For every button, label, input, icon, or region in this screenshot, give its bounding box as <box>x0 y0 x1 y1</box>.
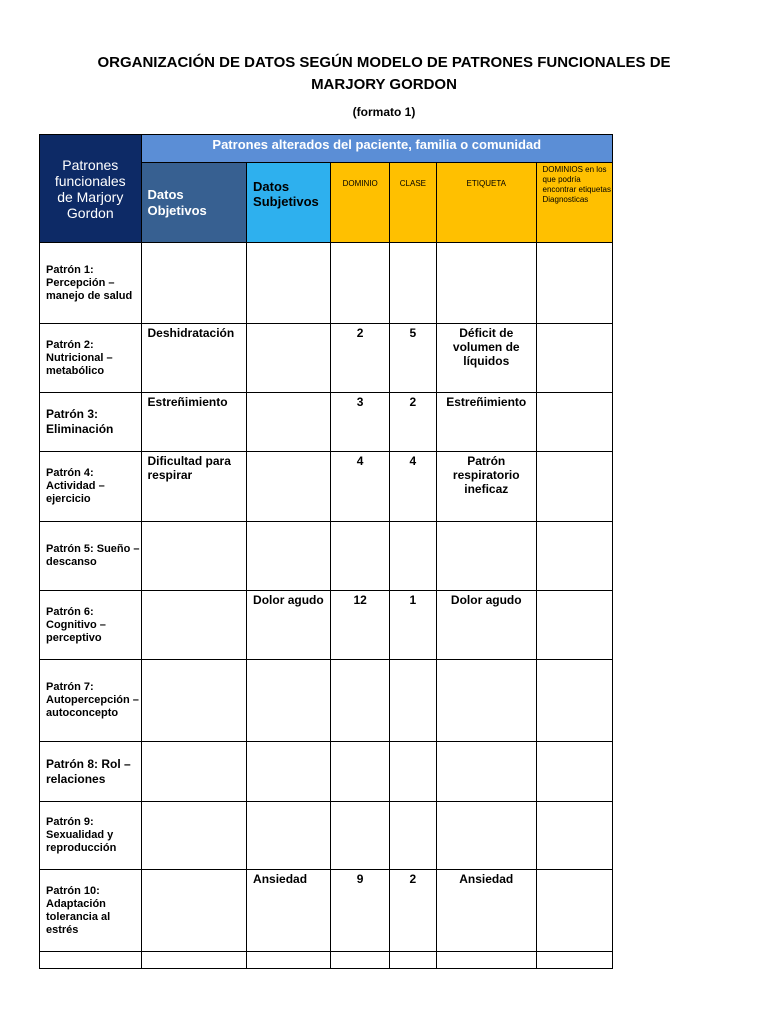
domain-cell: 12 <box>331 591 389 660</box>
class-cell <box>389 243 436 324</box>
pattern-name: Patrón 6: Cognitivo – perceptivo <box>40 591 142 660</box>
header-row-1 <box>40 135 613 163</box>
subjective-data-cell <box>247 243 331 324</box>
domain-cell: 3 <box>331 393 389 452</box>
header-altered-patterns: Patrones alterados del paciente, familia o comunidad <box>141 135 612 163</box>
subjective-data-cell <box>247 452 331 522</box>
header-label: ETIQUETA <box>437 163 537 243</box>
table-row <box>40 870 613 952</box>
table-row <box>40 393 613 452</box>
objective-data-cell <box>141 243 247 324</box>
table-row <box>40 452 613 522</box>
domain-cell: 4 <box>331 452 389 522</box>
table-row <box>40 952 613 969</box>
subjective-data-cell <box>247 393 331 452</box>
class-cell: 2 <box>389 393 436 452</box>
domains-cell <box>536 660 613 742</box>
domains-cell <box>536 802 613 870</box>
objective-data-cell: Deshidratación <box>141 324 247 393</box>
subjective-data-cell <box>247 324 331 393</box>
subjective-data-cell <box>247 952 331 969</box>
document-title: ORGANIZACIÓN DE DATOS SEGÚN MODELO DE PATRONES FUNCIONALES DE MARJORY GORDON <box>97 54 671 93</box>
pattern-name: Patrón 8: Rol – relaciones <box>40 742 142 802</box>
label-cell <box>437 522 537 591</box>
label-cell: Dolor agudo <box>437 591 537 660</box>
class-cell: 4 <box>389 452 436 522</box>
table-row <box>40 522 613 591</box>
document-subtitle: (formato 1) <box>352 105 416 119</box>
domain-cell <box>331 522 389 591</box>
domain-cell <box>331 243 389 324</box>
header-subjective-data: Datos Subjetivos <box>247 163 331 243</box>
pattern-name: Patrón 5: Sueño – descanso <box>40 522 142 591</box>
class-cell <box>389 660 436 742</box>
label-cell <box>437 742 537 802</box>
class-cell <box>389 742 436 802</box>
subjective-data-cell: Ansiedad <box>247 870 331 952</box>
class-cell: 5 <box>389 324 436 393</box>
label-cell: Patrón respiratorio ineficaz <box>437 452 537 522</box>
header-domain: DOMINIO <box>331 163 389 243</box>
gordon-patterns-table <box>39 134 613 969</box>
label-cell <box>437 952 537 969</box>
pattern-name: Patrón 7: Autopercepción – autoconcepto <box>40 660 142 742</box>
pattern-name: Patrón 1: Percepción – manejo de salud <box>40 243 142 324</box>
domains-cell <box>536 393 613 452</box>
domain-cell <box>331 660 389 742</box>
class-cell <box>389 802 436 870</box>
domains-cell <box>536 452 613 522</box>
class-cell: 2 <box>389 870 436 952</box>
objective-data-cell <box>141 591 247 660</box>
table-row <box>40 324 613 393</box>
pattern-name <box>40 952 142 969</box>
subjective-data-cell <box>247 522 331 591</box>
pattern-name: Patrón 10: Adaptación tolerancia al estrés <box>40 870 142 952</box>
domain-cell: 2 <box>331 324 389 393</box>
class-cell: 1 <box>389 591 436 660</box>
label-cell <box>437 660 537 742</box>
class-cell <box>389 522 436 591</box>
label-cell <box>437 243 537 324</box>
label-cell: Ansiedad <box>437 870 537 952</box>
objective-data-cell: Dificultad para respirar <box>141 452 247 522</box>
table-row <box>40 591 613 660</box>
domain-cell <box>331 952 389 969</box>
domains-cell <box>536 952 613 969</box>
pattern-name: Patrón 2: Nutricional – metabólico <box>40 324 142 393</box>
domains-cell <box>536 742 613 802</box>
table-row <box>40 742 613 802</box>
objective-data-cell <box>141 660 247 742</box>
table-row <box>40 243 613 324</box>
label-cell <box>437 802 537 870</box>
subjective-data-cell <box>247 660 331 742</box>
label-cell: Estreñimiento <box>437 393 537 452</box>
domain-cell <box>331 742 389 802</box>
objective-data-cell <box>141 742 247 802</box>
domains-cell <box>536 591 613 660</box>
pattern-name: Patrón 4: Actividad – ejercicio <box>40 452 142 522</box>
objective-data-cell <box>141 802 247 870</box>
domain-cell <box>331 802 389 870</box>
objective-data-cell <box>141 952 247 969</box>
pattern-name: Patrón 9: Sexualidad y reproducción <box>40 802 142 870</box>
objective-data-cell <box>141 870 247 952</box>
pattern-name: Patrón 3: Eliminación <box>40 393 142 452</box>
subjective-data-cell: Dolor agudo <box>247 591 331 660</box>
header-domains: DOMINIOS en los que podría encontrar etiquetas Diagnosticas <box>536 163 613 243</box>
header-objective-data: Datos Objetivos <box>141 163 247 243</box>
header-class: CLASE <box>389 163 436 243</box>
domains-cell <box>536 870 613 952</box>
class-cell <box>389 952 436 969</box>
domains-cell <box>536 522 613 591</box>
label-cell: Déficit de volumen de líquidos <box>437 324 537 393</box>
header-gordon: Patrones funcionales de Marjory Gordon <box>40 135 142 243</box>
table-row <box>40 660 613 742</box>
objective-data-cell: Estreñimiento <box>141 393 247 452</box>
objective-data-cell <box>141 522 247 591</box>
domain-cell: 9 <box>331 870 389 952</box>
domains-cell <box>536 243 613 324</box>
table-row <box>40 802 613 870</box>
subjective-data-cell <box>247 802 331 870</box>
domains-cell <box>536 324 613 393</box>
subjective-data-cell <box>247 742 331 802</box>
